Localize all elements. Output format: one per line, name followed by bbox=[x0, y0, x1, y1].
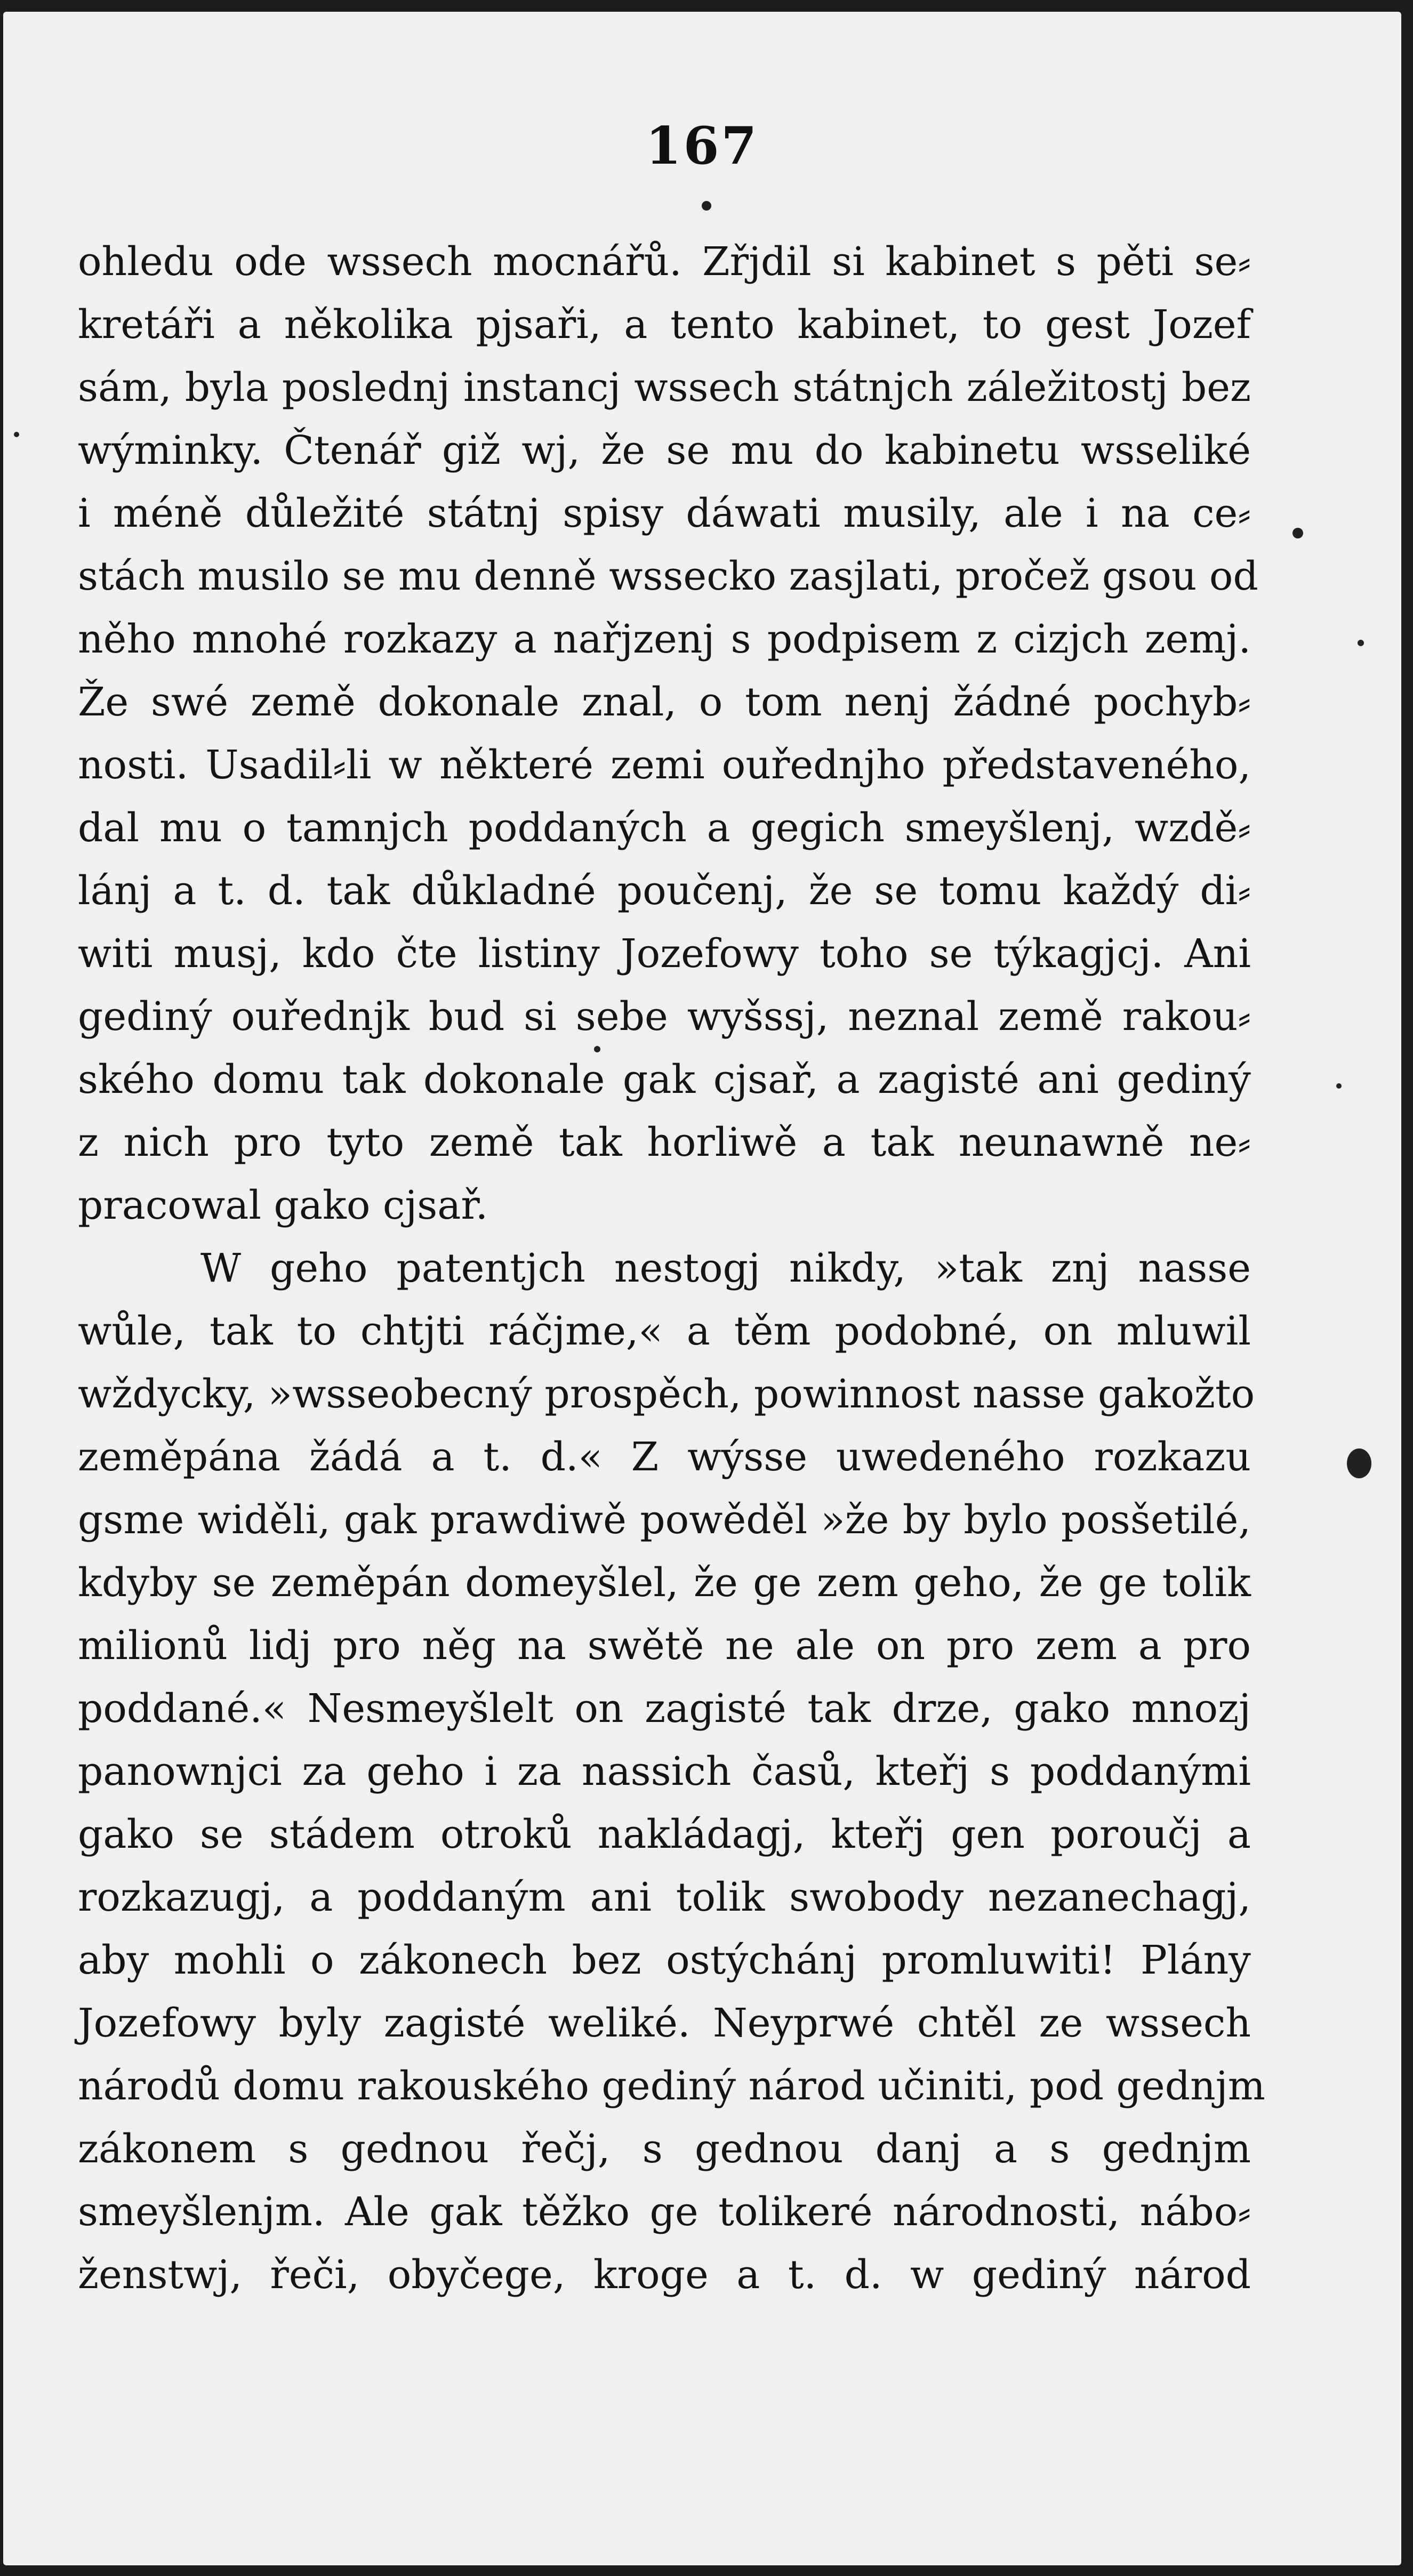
text-line: nosti. Usadil⸗li w některé zemi ouřednjho představeného, bbox=[78, 742, 1251, 788]
text-line: i méně důležité státnj spisy dáwati musily, ale i na ce⸗ bbox=[78, 490, 1251, 536]
text-line: aby mohli o zákonech bez ostýchánj promluwiti! Plány bbox=[78, 1937, 1251, 1983]
text-line: lánj a t. d. tak důkladné poučenj, že se tomu každý di⸗ bbox=[78, 868, 1251, 914]
text-line: pracowal gako cjsař. bbox=[78, 1182, 488, 1228]
page-number: 167 bbox=[645, 116, 759, 176]
text-line: gsme widěli, gak prawdiwě powěděl »že by bylo posšetilé, bbox=[78, 1497, 1251, 1543]
text-line: sám, byla poslednj instancj wssech státnjch záležitostj bez bbox=[78, 365, 1251, 410]
ink-speck bbox=[14, 432, 19, 437]
text-line: národů domu rakouského gediný národ učiniti, pod gednjm bbox=[78, 2063, 1265, 2109]
text-line: panownjci za geho i za nassich časů, kteřj s poddanými bbox=[78, 1749, 1251, 1794]
text-line: wždycky, »wsseobecný prospěch, powinnost nasse gakožto bbox=[78, 1371, 1255, 1417]
text-line: zákonem s gednou řečj, s gednou danj a s gednjm bbox=[78, 2126, 1251, 2172]
ink-speck bbox=[594, 1046, 600, 1052]
text-line: kdyby se zeměpán domeyšlel, že ge zem geho, že ge tolik bbox=[78, 1560, 1251, 1606]
text-line: z nich pro tyto země tak horliwě a tak neunawně ne⸗ bbox=[78, 1120, 1251, 1165]
text-line: stách musilo se mu denně wssecko zasjlati, pročež gsou od bbox=[78, 553, 1258, 599]
text-line: poddané.« Nesmeyšlelt on zagisté tak drze, gako mnozj bbox=[78, 1686, 1251, 1732]
text-line: dal mu o tamnjch poddaných a gegich smeyšlenj, wzdě⸗ bbox=[78, 805, 1251, 851]
text-line: gako se stádem otroků nakládagj, kteřj gen poroučj a bbox=[78, 1812, 1251, 1857]
book-page bbox=[3, 12, 1401, 2565]
text-line: Že swé země dokonale znal, o tom nenj žádné pochyb⸗ bbox=[78, 679, 1251, 725]
text-line: wůle, tak to chtjti ráčjme,« a těm podobné, on mluwil bbox=[78, 1308, 1251, 1354]
text-line: smeyšlenjm. Ale gak těžko ge tolikeré národnosti, nábo⸗ bbox=[78, 2189, 1251, 2235]
text-line: milionů lidj pro něg na swětě ne ale on pro zem a pro bbox=[78, 1623, 1251, 1669]
text-line: W geho patentjch nestogj nikdy, »tak znj nasse bbox=[200, 1245, 1251, 1291]
body-text bbox=[78, 230, 1265, 2306]
ink-speck bbox=[1336, 1083, 1342, 1089]
text-line: něho mnohé rozkazy a nařjzenj s podpisem z cizjch zemj. bbox=[78, 616, 1251, 662]
text-line: ženstwj, řeči, obyčege, kroge a t. d. w gediný národ bbox=[78, 2252, 1251, 2298]
ink-speck bbox=[1292, 528, 1303, 538]
ink-speck bbox=[1358, 640, 1364, 646]
text-line: ského domu tak dokonale gak cjsař, a zagisté ani gediný bbox=[78, 1057, 1251, 1102]
text-line: rozkazugj, a poddaným ani tolik swobody nezanechagj, bbox=[78, 1874, 1251, 1920]
text-line: Jozefowy byly zagisté weliké. Neyprwé chtěl ze wssech bbox=[78, 2000, 1251, 2046]
ink-speck bbox=[702, 201, 711, 211]
text-line: ohledu ode wssech mocnářů. Zřjdil si kabinet s pěti se⸗ bbox=[78, 239, 1251, 285]
text-line: kretáři a několika pjsaři, a tento kabinet, to gest Jozef bbox=[78, 302, 1251, 348]
text-line: wýminky. Čtenář giž wj, že se mu do kabinetu wsseliké bbox=[78, 428, 1251, 473]
ink-speck bbox=[1347, 1448, 1371, 1478]
text-line: witi musj, kdo čte listiny Jozefowy toho se týkagjcj. Ani bbox=[78, 931, 1251, 977]
text-line: zeměpána žádá a t. d.« Z wýsse uwedeného rozkazu bbox=[78, 1434, 1251, 1480]
text-line: gediný ouřednjk bud si sebe wyšssj, neznal země rakou⸗ bbox=[78, 994, 1251, 1040]
